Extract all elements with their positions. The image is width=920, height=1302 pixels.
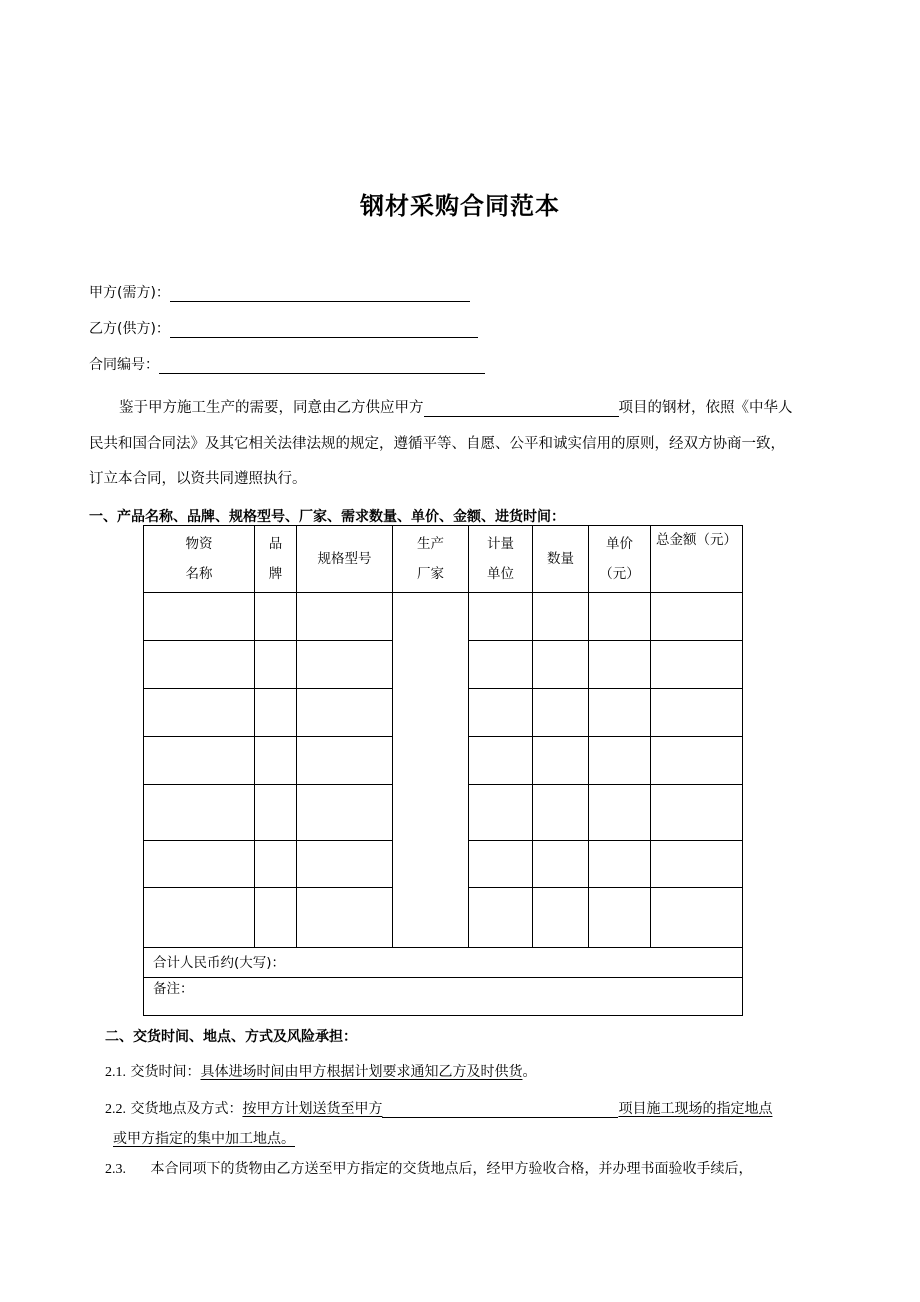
cell-price[interactable] (589, 641, 651, 689)
cell-brand[interactable] (255, 737, 297, 785)
cell-unit[interactable] (469, 737, 533, 785)
cell-unit[interactable] (469, 785, 533, 841)
table-row (144, 593, 743, 641)
clause-2-1: 2.1. 交货时间：具体进场时间由甲方根据计划要求通知乙方及时供货。 (105, 1064, 537, 1080)
cell-amount[interactable] (651, 841, 743, 888)
cell-amount[interactable] (651, 593, 743, 641)
contract-no-field (89, 356, 485, 374)
total-amount-label[interactable]: 合计人民币约(大写)： (144, 948, 743, 978)
table-header-row (144, 526, 743, 593)
cell-material[interactable] (144, 785, 255, 841)
cell-spec[interactable] (297, 593, 393, 641)
goods-table (143, 525, 743, 1016)
header-unit-price: 单价 （元） (589, 526, 651, 593)
cell-unit[interactable] (469, 689, 533, 737)
project-name-blank[interactable] (424, 400, 619, 417)
party-b-label: 乙方(供方)： (89, 321, 170, 337)
delivery-project-blank[interactable] (382, 1101, 618, 1118)
cell-price[interactable] (589, 593, 651, 641)
contract-no-blank[interactable] (159, 357, 485, 374)
cell-spec[interactable] (297, 841, 393, 888)
cell-price[interactable] (589, 841, 651, 888)
remarks-row (144, 978, 743, 1016)
cell-material[interactable] (144, 689, 255, 737)
cell-amount[interactable] (651, 785, 743, 841)
total-row (144, 948, 743, 978)
document-title: 钢材采购合同范本 (360, 192, 560, 220)
cell-price[interactable] (589, 737, 651, 785)
party-b-field (89, 320, 478, 338)
cell-manufacturer-merged[interactable] (393, 593, 469, 948)
cell-spec[interactable] (297, 888, 393, 948)
party-b-blank[interactable] (170, 321, 478, 338)
clause-2-3: 2.3. 本合同项下的货物由乙方送至甲方指定的交货地点后，经甲方验收合格，并办理书面验收手续后， (105, 1161, 753, 1177)
header-material-name: 物资 名称 (144, 526, 255, 593)
cell-material[interactable] (144, 641, 255, 689)
cell-quantity[interactable] (533, 689, 589, 737)
preamble-line-2: 民共和国合同法》及其它相关法律法规的规定，遵循平等、自愿、公平和诚实信用的原则，经双方协商一致， (89, 436, 785, 452)
party-a-label: 甲方(需方)： (89, 285, 170, 301)
cell-price[interactable] (589, 689, 651, 737)
cell-quantity[interactable] (533, 841, 589, 888)
cell-spec[interactable] (297, 737, 393, 785)
section-2-heading: 二、交货时间、地点、方式及风险承担： (105, 1029, 357, 1045)
party-a-blank[interactable] (170, 285, 470, 302)
section-1-heading: 一、产品名称、品牌、规格型号、厂家、需求数量、单价、金额、进货时间： (89, 509, 565, 525)
clause-2-2: 2.2. 交货地点及方式：按甲方计划送货至甲方 项目施工现场的指定地点 (105, 1101, 773, 1117)
header-brand: 品 牌 (255, 526, 297, 593)
cell-amount[interactable] (651, 689, 743, 737)
cell-amount[interactable] (651, 888, 743, 948)
cell-amount[interactable] (651, 737, 743, 785)
cell-brand[interactable] (255, 785, 297, 841)
cell-quantity[interactable] (533, 737, 589, 785)
header-manufacturer: 生产 厂家 (393, 526, 469, 593)
preamble-line-3: 订立本合同，以资共同遵照执行。 (89, 471, 307, 487)
cell-brand[interactable] (255, 841, 297, 888)
remarks-label[interactable]: 备注： (144, 978, 743, 1016)
cell-material[interactable] (144, 737, 255, 785)
cell-brand[interactable] (255, 593, 297, 641)
cell-quantity[interactable] (533, 641, 589, 689)
cell-unit[interactable] (469, 641, 533, 689)
preamble-line-1: 鉴于甲方施工生产的需要，同意由乙方供应甲方 项目的钢材，依照《中华人 (119, 400, 793, 416)
party-a-field (89, 284, 470, 302)
cell-quantity[interactable] (533, 888, 589, 948)
cell-brand[interactable] (255, 641, 297, 689)
cell-quantity[interactable] (533, 593, 589, 641)
header-quantity: 数量 (533, 526, 589, 593)
cell-material[interactable] (144, 841, 255, 888)
cell-brand[interactable] (255, 689, 297, 737)
cell-unit[interactable] (469, 841, 533, 888)
cell-material[interactable] (144, 888, 255, 948)
cell-spec[interactable] (297, 641, 393, 689)
cell-spec[interactable] (297, 785, 393, 841)
cell-amount[interactable] (651, 641, 743, 689)
cell-price[interactable] (589, 785, 651, 841)
cell-brand[interactable] (255, 888, 297, 948)
header-spec: 规格型号 (297, 526, 393, 593)
cell-spec[interactable] (297, 689, 393, 737)
cell-price[interactable] (589, 888, 651, 948)
cell-quantity[interactable] (533, 785, 589, 841)
clause-2-2-line-2: 或甲方指定的集中加工地点。 (113, 1131, 295, 1147)
header-unit: 计量 单位 (469, 526, 533, 593)
cell-material[interactable] (144, 593, 255, 641)
cell-unit[interactable] (469, 888, 533, 948)
header-total-amount: 总金额（元） (651, 526, 743, 593)
cell-unit[interactable] (469, 593, 533, 641)
contract-no-label: 合同编号： (89, 357, 159, 373)
